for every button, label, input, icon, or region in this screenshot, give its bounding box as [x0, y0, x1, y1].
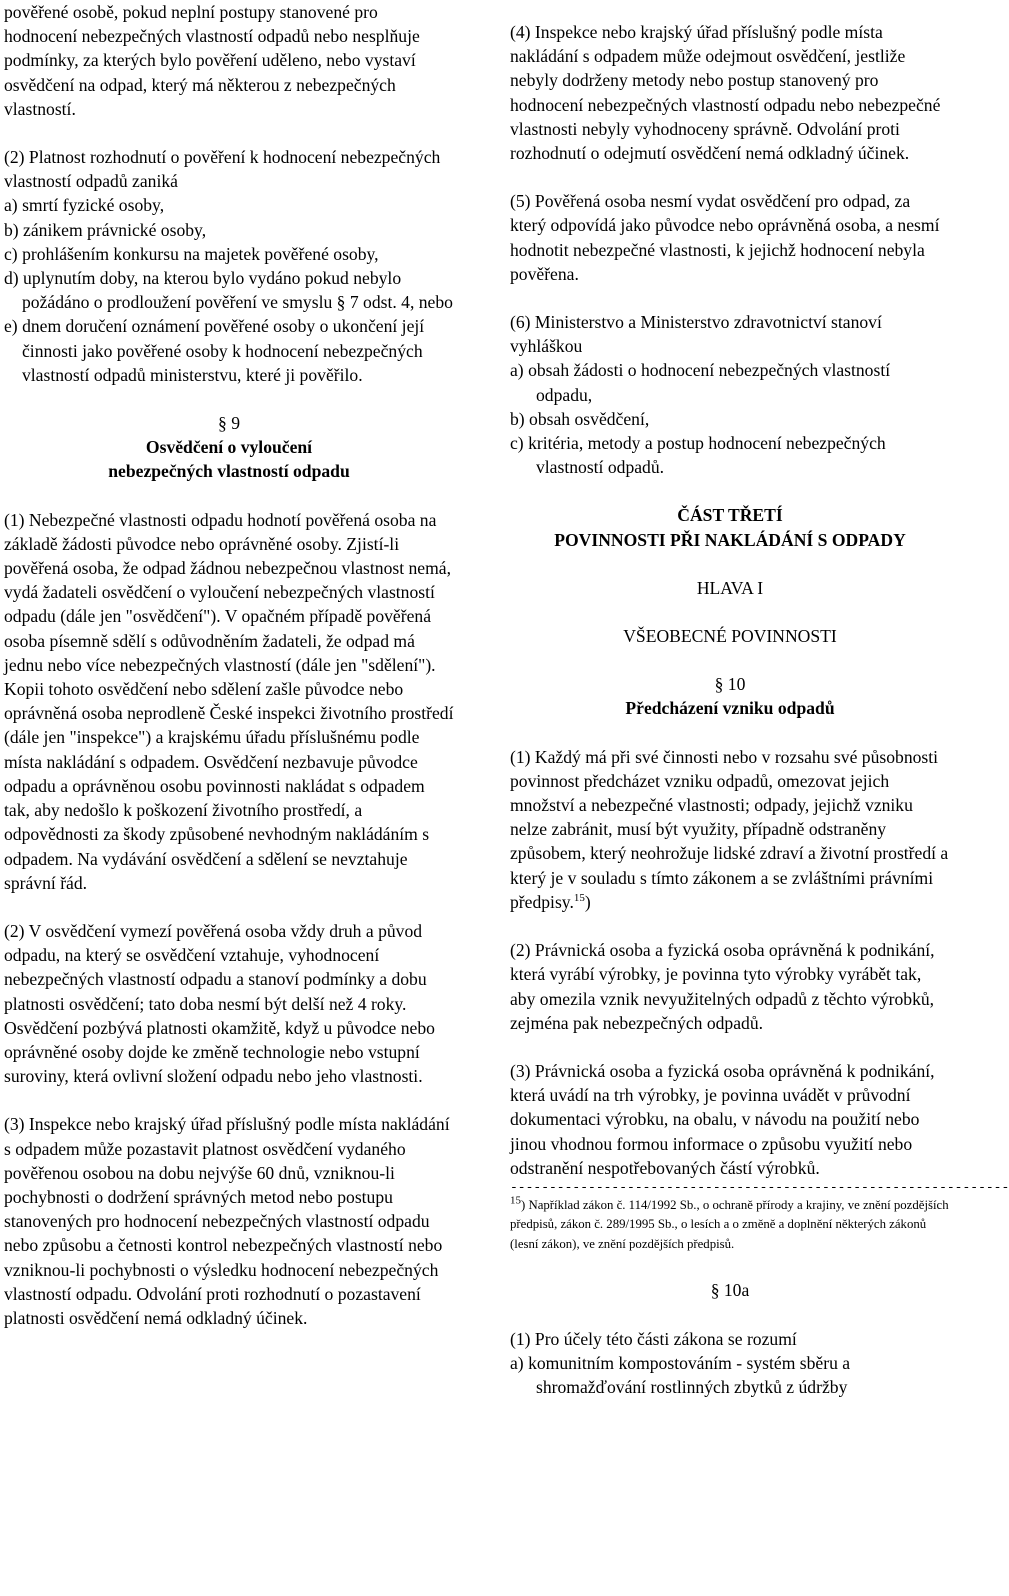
section-10-paragraph-1: [510, 745, 950, 914]
section-9-paragraph-6-item-c: c) kritéria, metody a postup hodnocení nebezpečných vlastností odpadů.: [510, 433, 886, 478]
footnote-number: 15: [510, 1194, 521, 1207]
section-9-paragraph-6-intro: (6) Ministerstvo a Ministerstvo zdravotnictví stanoví vyhláškou: [510, 312, 882, 357]
section-9-paragraph-5: (5) Pověřená osoba nesmí vydat osvědčení pro odpad, za který odpovídá jako původce nebo oprávněná osoba, a nesmí hodnotit nebezpečné vlastnosti, k jejichž hodnocení nebyla pověřena.: [510, 191, 940, 284]
list-item-c: c) prohlášením konkursu na majetek pověřené osoby,: [4, 243, 379, 264]
head-title: HLAVA I: [696, 577, 764, 598]
part-title: ČÁST TŘETÍ: [677, 505, 783, 526]
section-10-title: Předcházení vzniku odpadů: [625, 698, 835, 719]
footnote-reference: 15: [573, 892, 585, 905]
section-9-paragraph-6-item-a: a) obsah žádosti o hodnocení nebezpečných vlastností odpadu,: [510, 360, 891, 405]
section-10-paragraph-2: (2) Právnická osoba a fyzická osoba oprávněná k podnikání, která vyrábí výrobky, je povinna tyto výrobky vyrábět tak, aby omezila vznik nevyužitelných odpadů z těchto výrobků, zejména pak nebezpečných odpadů.: [510, 940, 935, 1033]
footnote-separator: ----------------------------------------------------------------: [510, 1179, 1009, 1195]
section-9-paragraph-3: (3) Inspekce nebo krajský úřad příslušný podle místa nakládání s odpadem může pozastavit platnost osvědčení vydaného pověřenou osobou na dobu nejvýše 60 dnů, vzniknou-li pochybnosti o dodržení správných metod nebo postupu stanovených pro hodnocení nebezpečných vlastností odpadu nebo způsobu a četnosti kontrol nebezpečných vlastností nebo vzniknou-li pochybnosti o výsledku hodnocení nebezpečných vlastností odpadu. Odvolání proti rozhodnutí o pozastavení platnosti osvědčení nemá odkladný účinek.: [4, 1114, 450, 1328]
section-10a-paragraph-1: (1) Pro účely této části zákona se rozumí: [510, 1328, 797, 1349]
list-item-d: d) uplynutím doby, na kterou bylo vydáno pokud nebylo požádáno o prodloužení pověření ve smyslu § 7 odst. 4, nebo: [4, 268, 453, 313]
list-item-a: a) smrtí fyzické osoby,: [4, 195, 165, 216]
head-subtitle: VŠEOBECNÉ POVINNOSTI: [623, 626, 837, 647]
section-10-paragraph-3: (3) Právnická osoba a fyzická osoba oprávněná k podnikání, která uvádí na trh výrobky, je povinna uvádět v průvodní dokumentaci výrobku, na obalu, v návodu na použití nebo jinou vhodnou formou informace o způsobu využití nebo odstranění nespotřebovaných částí výrobků.: [510, 1060, 935, 1178]
part-subtitle: POVINNOSTI PŘI NAKLÁDÁNÍ S ODPADY: [554, 529, 906, 550]
section-9-paragraph-2: (2) V osvědčení vymezí pověřená osoba vždy druh a původ odpadu, na který se osvědčení vztahuje, vyhodnocení nebezpečných vlastností odpadu a stanoví podmínky a dobu platnosti osvědčení; tato doba nesmí být delší než 4 roky. Osvědčení pozbývá platnosti okamžitě, když u původce nebo oprávněné osoby dojde ke změně technologie nebo vstupní suroviny, která ovlivní složení odpadu nebo jeho vlastnosti.: [4, 920, 435, 1087]
section-9-title-line-1: Osvědčení o vyloučení: [145, 437, 313, 458]
paragraph-intro-continued: pověřené osobě, pokud neplní postupy stanovené pro hodnocení nebezpečných vlastností odpadů nebo nesplňuje podmínky, za kterých bylo pověření uděleno, nebo vystaví osvědčení na odpad, který má některou z nebezpečných vlastností.: [4, 2, 420, 119]
section-10a-number: § 10a: [710, 1280, 750, 1301]
footnote-reference-close: ): [584, 891, 591, 912]
section-9-title-line-2: nebezpečných vlastností odpadu: [108, 461, 350, 482]
section-9-paragraph-4: (4) Inspekce nebo krajský úřad příslušný podle místa nakládání s odpadem může odejmout osvědčení, jestliže nebyly dodrženy metody nebo postup stanovený pro hodnocení nebezpečných vlastností odpadu nebo nebezpečné vlastnosti nebyly vyhodnoceny správně. Odvolání proti rozhodnutí o odejmutí osvědčení nemá odkladný účinek.: [510, 22, 941, 164]
section-9-number: § 9: [218, 413, 240, 434]
section-10-number: § 10: [714, 674, 746, 695]
footnote: [510, 1196, 950, 1255]
left-column: [4, 0, 454, 1330]
section-10a-item-a: a) komunitním kompostováním - systém sběru a shromažďování rostlinných zbytků z údržby: [510, 1352, 851, 1398]
footnote-text: ) Například zákon č. 114/1992 Sb., o ochraně přírody a krajiny, ve znění pozdějších předpisů, zákon č. 289/1995 Sb., o lesích a o změně a doplnění některých zákonů (lesní zákon), ve znění pozdějších předpisů.: [510, 1197, 949, 1251]
section-10-paragraph-1-text: (1) Každý má při své činnosti nebo v rozsahu své působnosti povinnost předcházet vzniku odpadů, omezovat jejich množství a nebezpečné vlastnosti; odpady, jejichž vzniku nelze zabránit, musí být využity, případně odstraněny způsobem, který neohrožuje lidské zdraví a životní prostředí a který je v souladu s tímto zákonem a se zvláštními právními předpisy.: [510, 746, 949, 912]
list-item-e: e) dnem doručení oznámení pověřené osoby o ukončení její činnosti jako pověřené osoby k hodnocení nebezpečných vlastností odpadů ministerstvu, které ji pověřilo.: [4, 316, 425, 385]
section-9-paragraph-6-item-b: b) obsah osvědčení,: [510, 408, 650, 429]
paragraph-2-intro: (2) Platnost rozhodnutí o pověření k hodnocení nebezpečných vlastností odpadů zaniká: [4, 147, 441, 192]
right-column: [510, 0, 1009, 1399]
section-9-paragraph-1: (1) Nebezpečné vlastnosti odpadu hodnotí pověřená osoba na základě žádosti původce nebo oprávněné osoby. Zjistí-li pověřená osoba, že odpad žádnou nebezpečnou vlastnost nemá, vydá žadateli osvědčení o vyloučení nebezpečných vlastností odpadu (dále jen "osvědčení"). V opačném případě pověřená osoba písemně sdělí s odůvodněním žadateli, že odpad má jednu nebo více nebezpečných vlastností (dále jen "sdělení"). Kopii tohoto osvědčení nebo sdělení zašle původce nebo oprávněná osoba neprodleně České inspekci životního prostředí (dále jen "inspekce") a krajskému úřadu příslušnému podle místa nakládání s odpadem. Osvědčení nezbavuje původce odpadu a oprávněnou osobu povinnosti nakládat s odpadem tak, aby nedošlo k poškození životního prostředí, a odpovědnosti za škody způsobené nevhodným nakládáním s odpadem. Na vydávání osvědčení a sdělení se nevztahuje správní řád.: [4, 509, 454, 893]
list-item-b: b) zánikem právnické osoby,: [4, 219, 207, 240]
